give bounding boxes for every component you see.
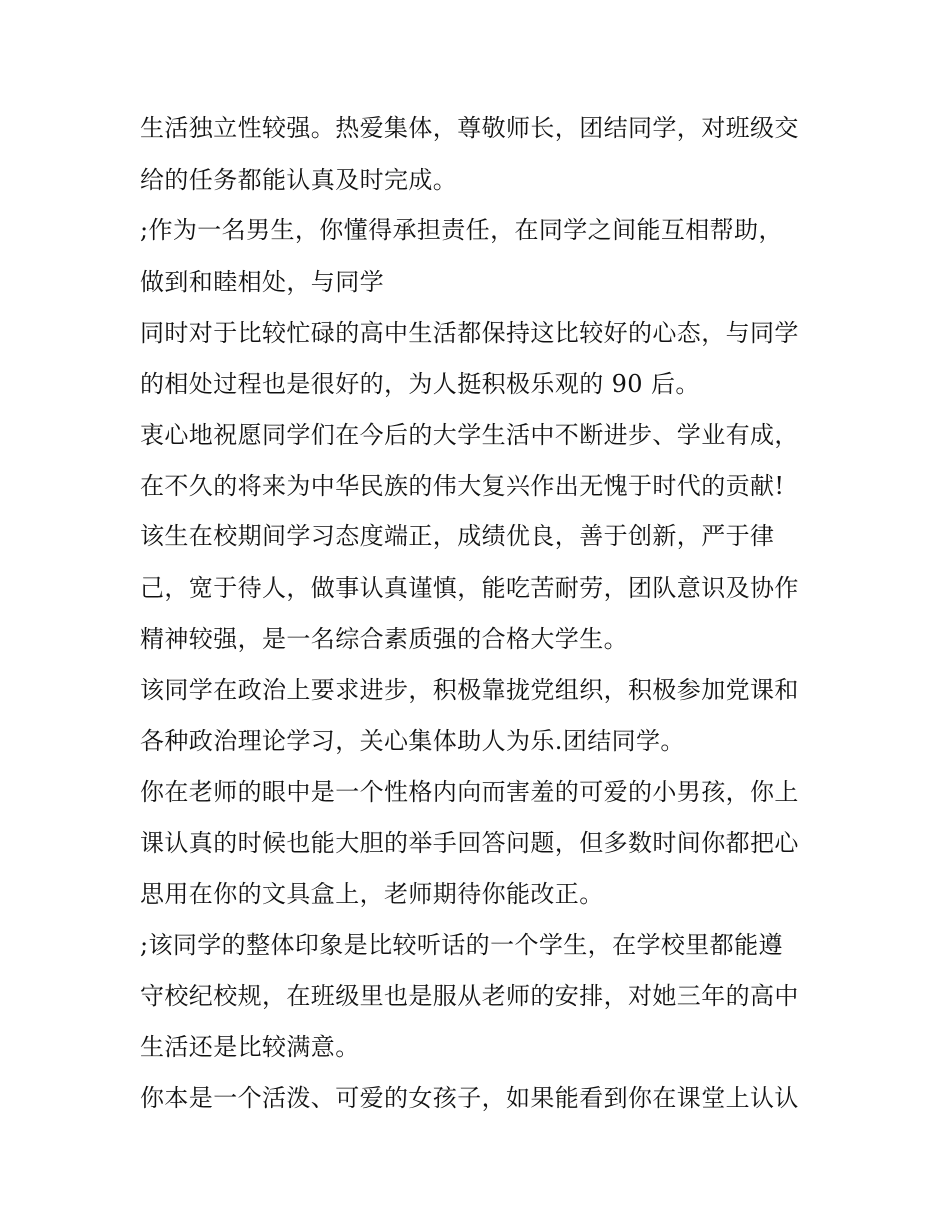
text-line: 己，宽于待人，做事认真谨慎，能吃苦耐劳，团队意识及协作 — [140, 574, 799, 602]
text-line: 生活还是比较满意。 — [140, 1033, 360, 1061]
text-line: ;作为一名男生，你懂得承担责任，在同学之间能互相帮助， — [140, 216, 783, 244]
text-line: 你本是一个活泼、可爱的女孩子，如果能看到你在课堂上认认 — [140, 1084, 799, 1112]
text-line: 给的任务都能认真及时完成。 — [140, 166, 458, 194]
text-line: 衷心地祝愿同学们在今后的大学生活中不断进步、学业有成， — [140, 421, 799, 449]
text-line: 你在老师的眼中是一个性格内向而害羞的可爱的小男孩，你上 — [140, 778, 799, 806]
text-line: 做到和睦相处，与同学 — [140, 268, 384, 296]
text-line: 该同学在政治上要求进步，积极靠拢党组织，积极参加党课和 — [140, 676, 799, 704]
text-line: 课认真的时候也能大胆的举手回答问题，但多数时间你都把心 — [140, 829, 799, 857]
text-line: 生活独立性较强。热爱集体，尊敬师长，团结同学，对班级交 — [140, 114, 799, 142]
text-line: 在不久的将来为中华民族的伟大复兴作出无愧于时代的贡献! — [140, 472, 785, 500]
text-line: 各种政治理论学习，关心集体助人为乐.团结同学。 — [140, 727, 685, 755]
text-line: 该生在校期间学习态度端正，成绩优良，善于创新，严于律 — [140, 522, 775, 550]
text-line: 思用在你的文具盒上，老师期待你能改正。 — [140, 880, 604, 908]
text-line: 守校纪校规，在班级里也是服从老师的安排，对她三年的高中 — [140, 982, 799, 1010]
text-line: 的相处过程也是很好的，为人挺积极乐观的 90 后。 — [140, 370, 700, 398]
text-line: ;该同学的整体印象是比较听话的一个学生，在学校里都能遵 — [140, 931, 783, 959]
text-line: 精神较强，是一名综合素质强的合格大学生。 — [140, 625, 628, 653]
text-line: 同时对于比较忙碌的高中生活都保持这比较好的心态，与同学 — [140, 319, 799, 347]
